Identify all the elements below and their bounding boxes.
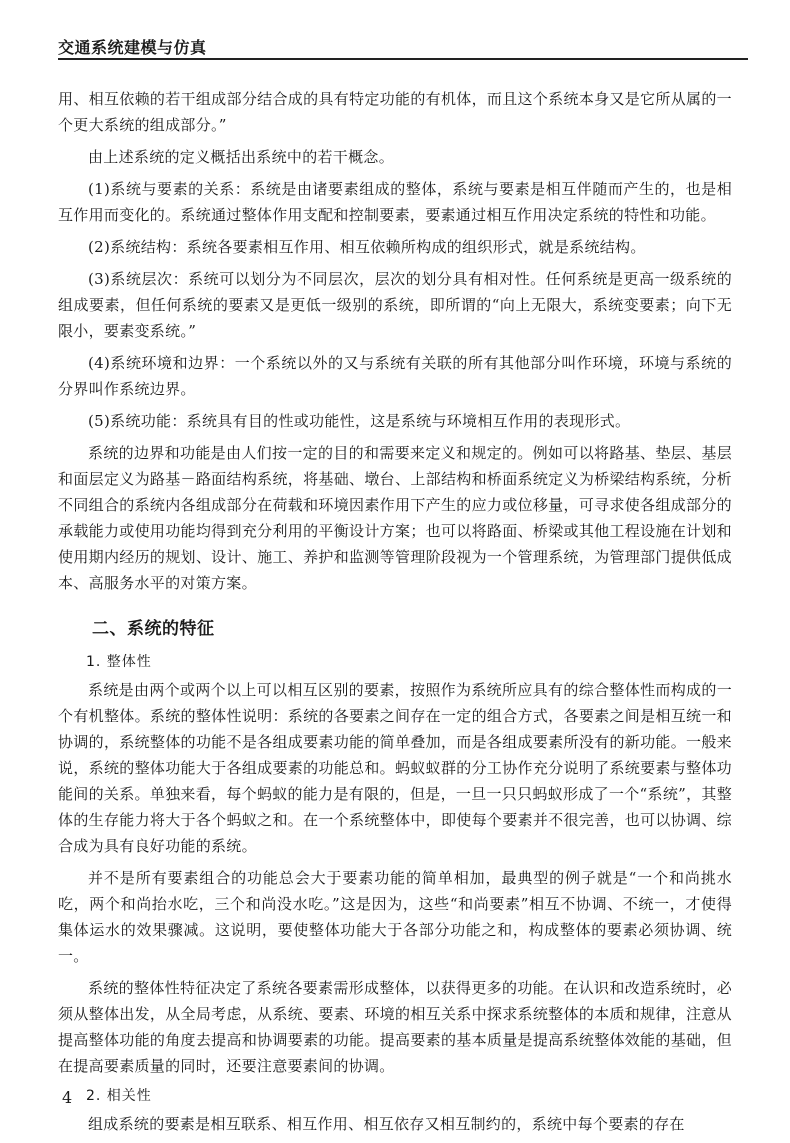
paragraph-boundary-function: 系统的边界和功能是由人们按一定的目的和需要来定义和规定的。例如可以将路基、垫层、基层和面层定义为路基－路面结构系统，将基础、墩台、上部结构和桥面系统定义为桥梁结构系统，分析不同组合的系统内各组成部分在荷载和环境因素作用下产生的应力或位移量，可寻求使各组成部分的承载能力或使用功能均得到充分利用的平衡设计方案；也可以将路面、桥梁或其他工程设施在计划和使用期内经历的规划、设计、施工、养护和监测等管理阶段视为一个管理系统，为管理部门提供低成本、高服务水平的对策方案。 [58, 444, 732, 592]
paragraph-concept-4: (4)系统环境和边界：一个系统以外的又与系统有关联的所有其他部分叫作环境，环境与系统的分界叫作系统边界。 [58, 354, 732, 398]
page-number: 4 [62, 1088, 73, 1107]
paragraph-concept-1: (1)系统与要素的关系：系统是由诸要素组成的整体，系统与要素是相互伴随而产生的，也是相互作用而变化的。系统通过整体作用支配和控制要素，要素通过相互作用决定系统的特性和功能。 [58, 180, 732, 224]
paragraph-wholeness-2: 并不是所有要素组合的功能总会大于要素功能的简单相加，最典型的例子就是“一个和尚挑水吃，两个和尚抬水吃，三个和尚没水吃。”这是因为，这些“和尚要素”相互不协调、不统一，才使得集体运水的效果骤减。这说明，要使整体功能大于各部分功能之和，构成整体的要素必须协调、统一。 [58, 869, 732, 965]
paragraph-concept-2: (2)系统结构：系统各要素相互作用、相互依赖所构成的组织形式，就是系统结构。 [88, 238, 646, 256]
subsection-heading-relevance: 2. 相关性 [86, 1088, 152, 1104]
paragraph-relevance-1: 组成系统的要素是相互联系、相互作用、相互依存又相互制约的，系统中每个要素的存在 [88, 1115, 685, 1133]
paragraph-wholeness-1: 系统是由两个或两个以上可以相互区别的要素，按照作为系统所应具有的综合整体性而构成的一个有机整体。系统的整体性说明：系统的各要素之间存在一定的组合方式，各要素之间是相互统一和协调的，系统整体的功能不是各组成要素功能的简单叠加，而是各组成要素所没有的新功能。一般来说，系统的整体功能大于各组成要素的功能总和。蚂蚁蚁群的分工协作充分说明了系统要素与整体功能间的关系。单独来看，每个蚂蚁的能力是有限的，但是，一旦一只只蚂蚁形成了一个“系统”，其整体的生存能力将大于各个蚂蚁之和。在一个系统整体中，即使每个要素并不很完善，也可以协调、综合成为具有良好功能的系统。 [58, 681, 732, 855]
paragraph-concept-5: (5)系统功能：系统具有目的性或功能性，这是系统与环境相互作用的表现形式。 [88, 412, 631, 430]
paragraph-wholeness-3: 系统的整体性特征决定了系统各要素需形成整体，以获得更多的功能。在认识和改造系统时，必须从整体出发，从全局考虑，从系统、要素、环境的相互关系中探求系统整体的本质和规律，注意从提高整体功能的角度去提高和协调要素的功能。提高要素的基本质量是提高系统整体效能的基础，但在提高要素质量的同时，还要注意要素间的协调。 [58, 979, 732, 1075]
subsection-heading-wholeness: 1. 整体性 [86, 654, 152, 670]
paragraph-continuation: 用、相互依赖的若干组成部分结合成的具有特定功能的有机体，而且这个系统本身又是它所从属的一个更大系统的组成部分。” [58, 90, 732, 134]
running-header [58, 32, 748, 60]
page-body [58, 86, 732, 1143]
paragraph-intro-concepts: 由上述系统的定义概括出系统中的若干概念。 [88, 148, 395, 166]
section-heading: 二、系统的特征 [92, 619, 215, 639]
book-title: 交通系统建模与仿真 [58, 38, 207, 57]
paragraph-concept-3: (3)系统层次：系统可以划分为不同层次，层次的划分具有相对性。任何系统是更高一级系统的组成要素，但任何系统的要素又是更低一级别的系统，即所谓的“向上无限大，系统变要素；向下无限小，要素变系统。” [58, 270, 732, 340]
